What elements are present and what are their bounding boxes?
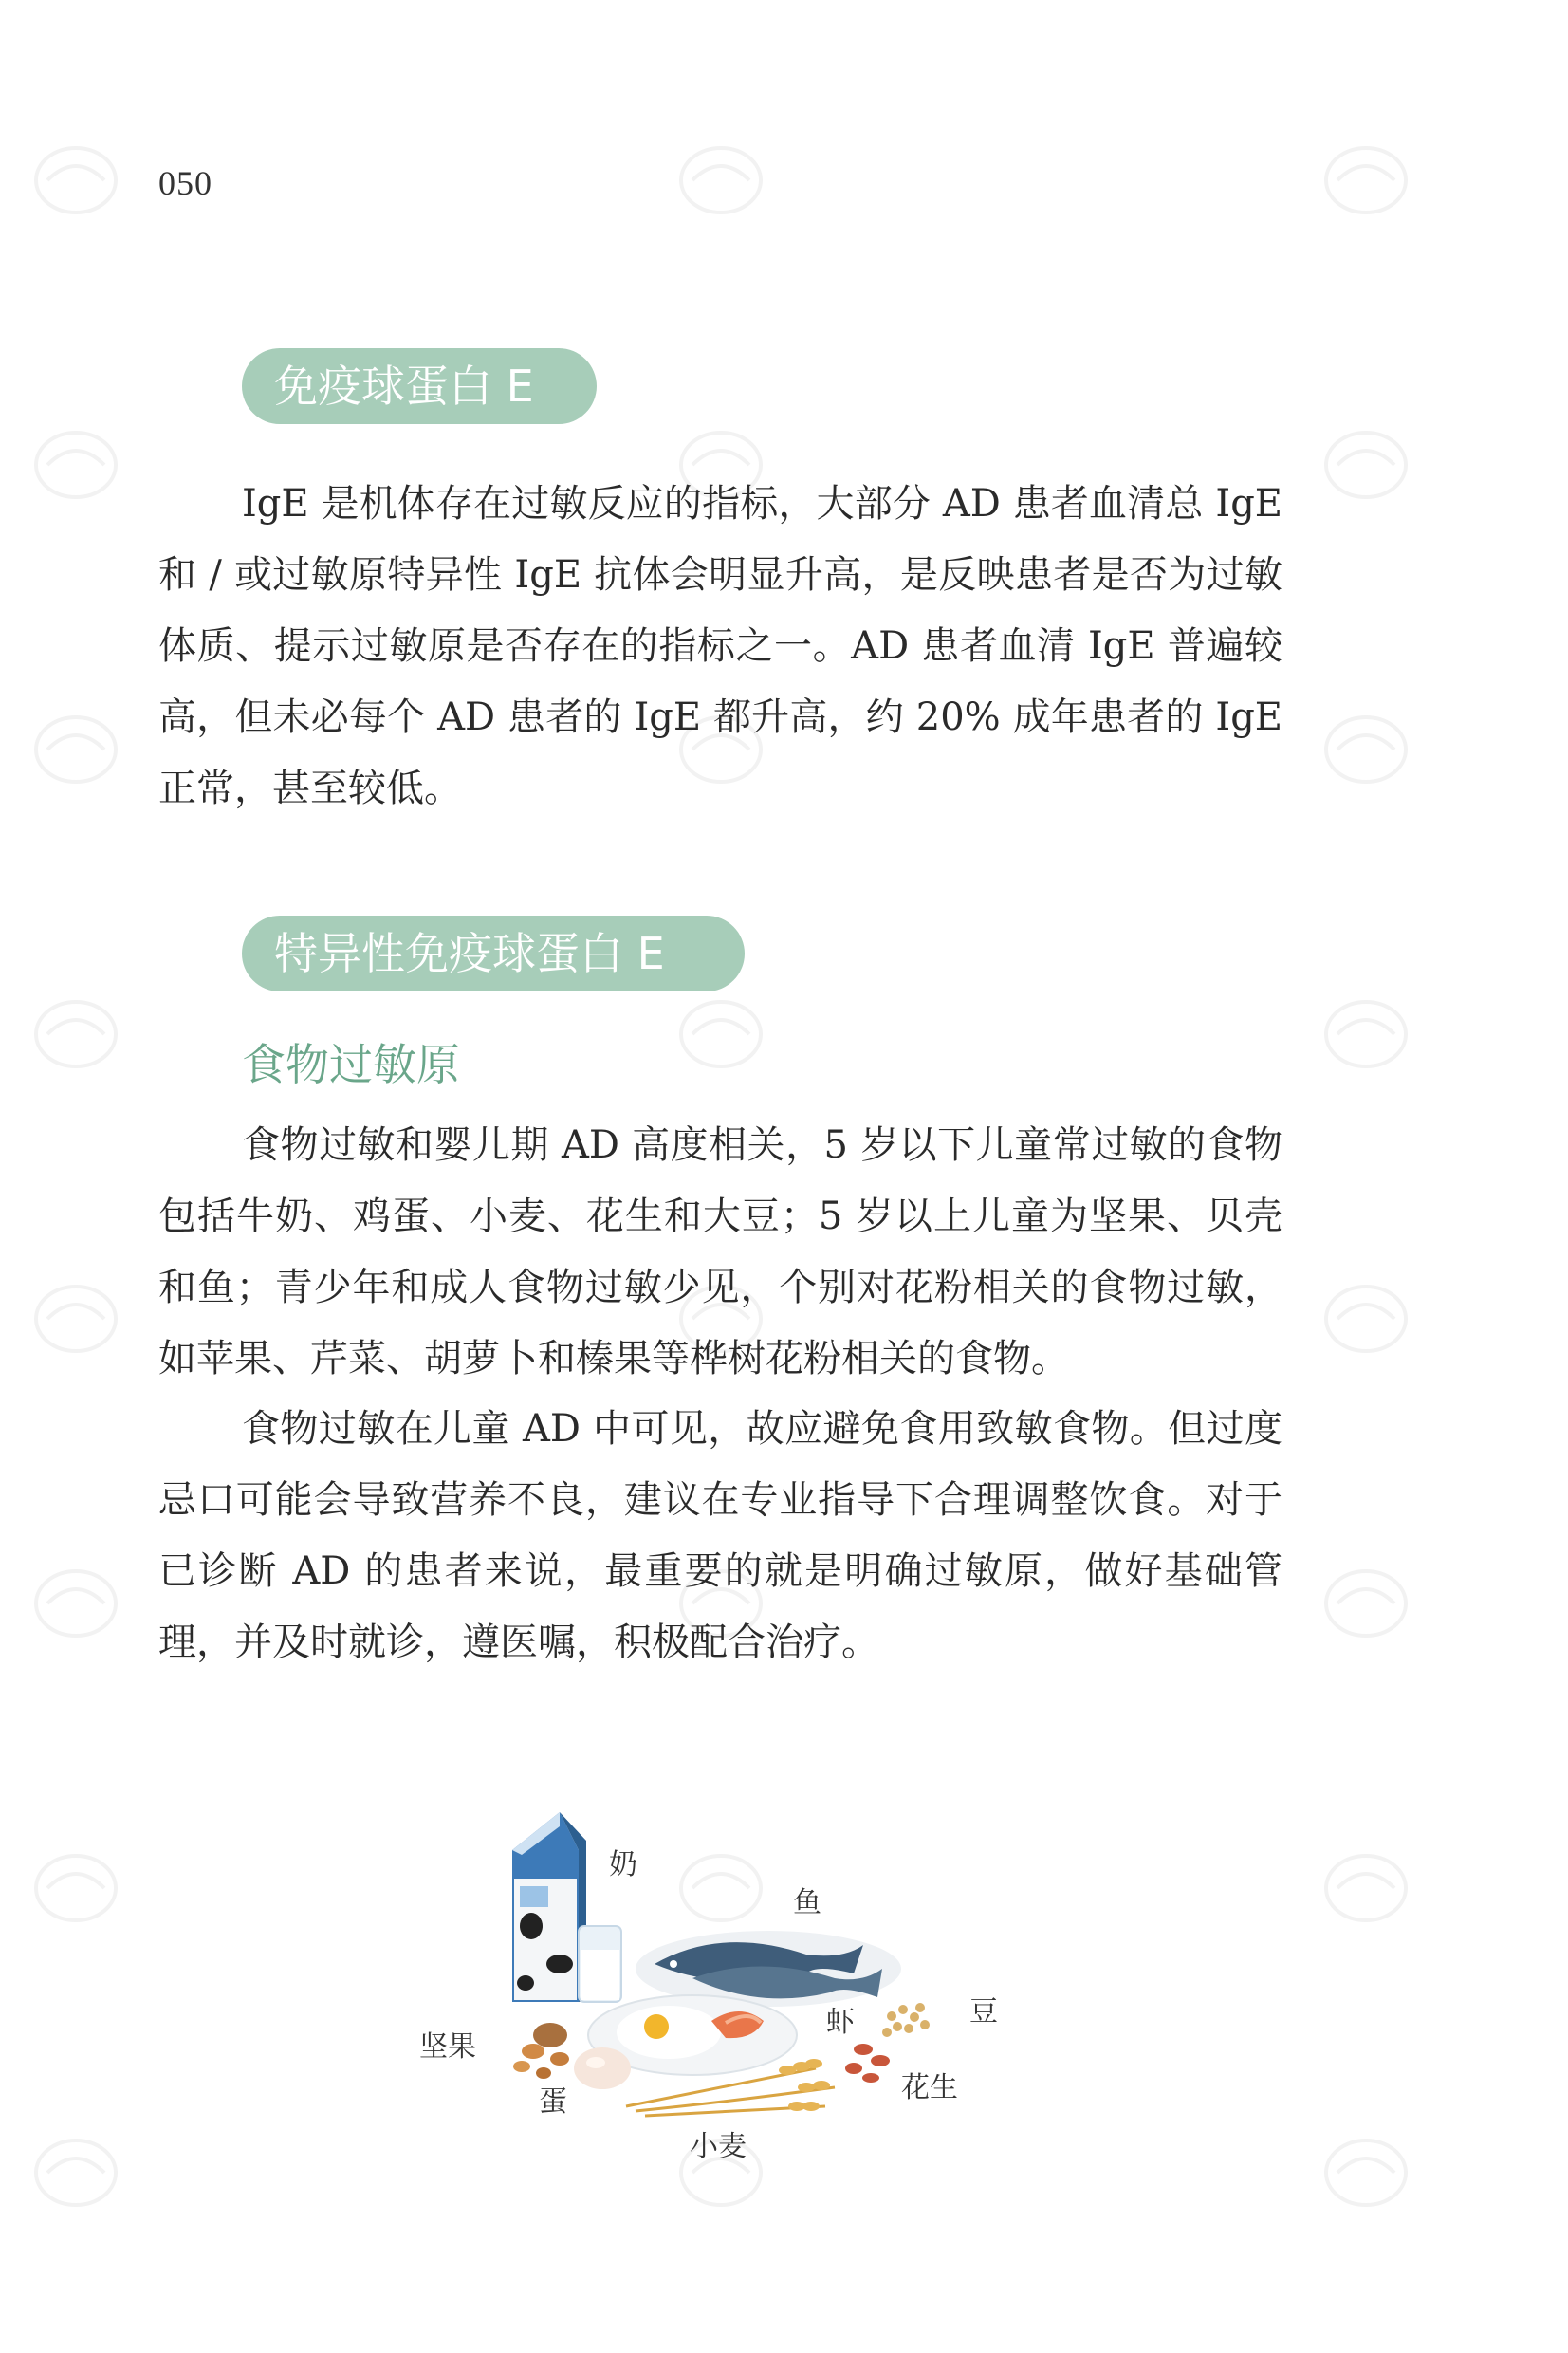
- label-bean: 豆: [969, 1995, 998, 2029]
- wheat-grains-image: [779, 2059, 830, 2111]
- label-wheat: 小麦: [690, 2130, 747, 2163]
- label-milk: 奶: [609, 1848, 637, 1881]
- soybeans-image: [882, 2003, 930, 2037]
- section-heading-specific-ige: 特异性免疫球蛋白 E: [242, 916, 745, 991]
- section-heading-ige: 免疫球蛋白 E: [242, 348, 597, 424]
- label-nut: 坚果: [419, 2030, 476, 2064]
- nuts-image: [513, 2023, 569, 2079]
- milk-glass-image: [579, 1926, 621, 2002]
- label-egg: 蛋: [539, 2085, 567, 2119]
- label-fish: 鱼: [793, 1886, 821, 1919]
- page-number: 050: [158, 164, 212, 202]
- label-peanut: 花生: [901, 2071, 958, 2104]
- milk-carton-image: [512, 1812, 586, 2002]
- paragraph-ige: IgE 是机体存在过敏反应的指标，大部分 AD 患者血清总 IgE 和 / 或过敏原特异性 IgE 抗体会明显升高，是反映患者是否为过敏体质、提示过敏原是否存在的指标之一。AD 患者血清 IgE 普遍较高，但未必每个 AD 患者的 IgE 都升高，约 20% 成年患者的 IgE 正常，甚至较低。: [158, 482, 1282, 810]
- paragraph-food-allergy-2: 食物过敏在儿童 AD 中可见，故应避免食用致敏食物。但过度忌口可能会导致营养不良，建议在专业指导下合理调整饮食。对于已诊断 AD 的患者来说，最重要的就是明确过敏原，做好基础管理，并及时就诊，遵医嘱，积极配合治疗。: [158, 1407, 1282, 1664]
- label-shrimp: 虾: [826, 2006, 855, 2039]
- paragraph-food-allergy-1: 食物过敏和婴儿期 AD 高度相关，5 岁以下儿童常过敏的食物包括牛奶、鸡蛋、小麦、花生和大豆；5 岁以上儿童为坚果、贝壳和鱼；青少年和成人食物过敏少见，个别对花粉相关的食物过敏，如苹果、芹菜、胡萝卜和榛果等桦树花粉相关的食物。: [158, 1123, 1282, 1380]
- subheading-food-allergen: 食物过敏原: [242, 1039, 460, 1090]
- peanuts-image: [845, 2044, 890, 2083]
- egg-image: [574, 2047, 631, 2089]
